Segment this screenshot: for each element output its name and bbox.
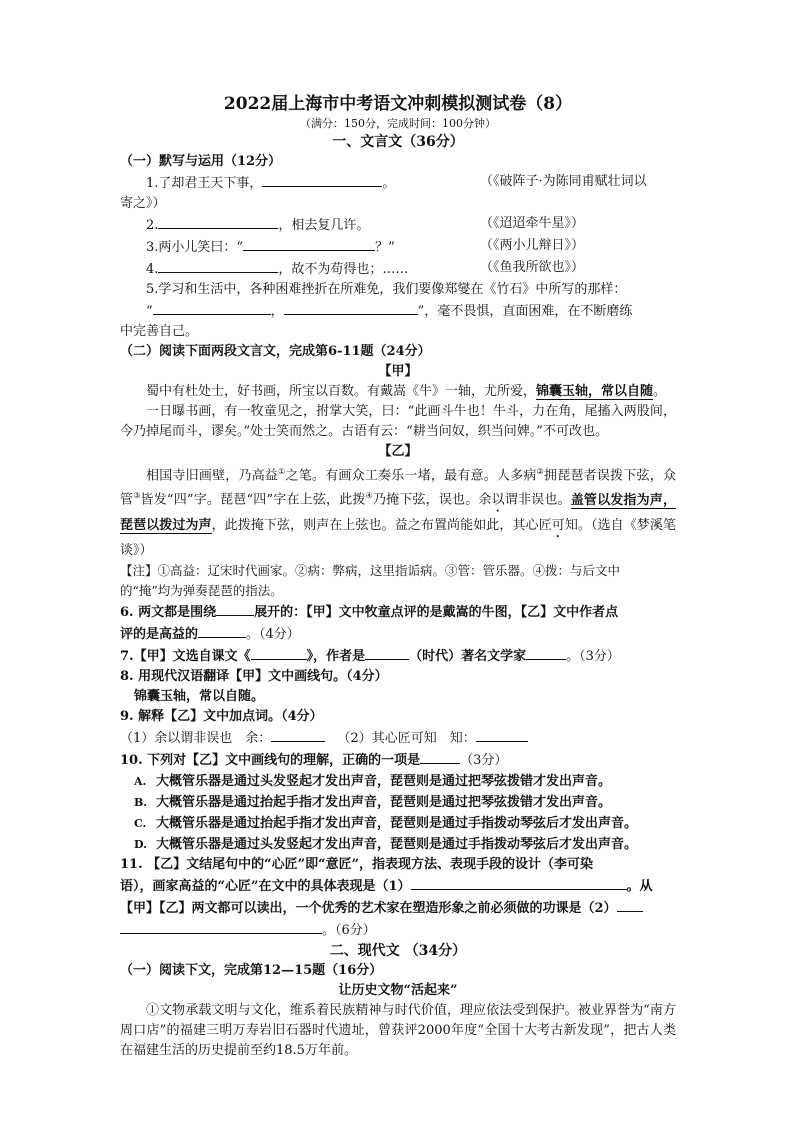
answer-blank[interactable] bbox=[251, 645, 307, 660]
answer-blank[interactable] bbox=[617, 897, 643, 912]
underlined-sentence: 锦囊玉轴，常以自随 bbox=[536, 384, 654, 399]
option-list bbox=[120, 771, 676, 855]
answer-blank[interactable] bbox=[120, 919, 322, 934]
option-a[interactable] bbox=[120, 771, 676, 792]
option-key: A. bbox=[134, 774, 147, 788]
question-7: 7.【甲】文选自课文《 》，作者是 （时代）著名文学家 。（3分） bbox=[120, 645, 676, 667]
answer-blank[interactable] bbox=[198, 623, 246, 638]
answer-blank[interactable] bbox=[271, 727, 325, 742]
option-key: B. bbox=[134, 795, 148, 809]
question-11: 11. 【乙】文结尾句中的“心匠”即“意匠”，指表现方法、表现手段的设计（李可染 bbox=[120, 856, 594, 872]
page-title: 2022届上海市中考语文冲刺模拟测试卷（8） bbox=[223, 94, 573, 114]
question-11-cont2: 【甲】【乙】两文都可以读出，一个优秀的艺术家在塑造形象之前必须做的功课是（2） bbox=[120, 897, 676, 919]
passage-jia-p1: 蜀中有杜处士，好书画，所宝以百数。有戴嵩《牛》一轴，尤所爱，锦囊玉轴，常以自随。 bbox=[146, 384, 667, 399]
question-6: 6. 两文都是围绕 展开的：【甲】文中牧童点评的是戴嵩的牛图，【乙】文中作者点 bbox=[120, 601, 676, 623]
option-key: C. bbox=[134, 816, 147, 830]
question-11-end: 。（6分） bbox=[120, 919, 676, 941]
answer-blank[interactable] bbox=[526, 645, 566, 660]
part-heading-1: （一）默写与运用（12分） bbox=[120, 154, 282, 169]
answer-blank[interactable] bbox=[284, 300, 418, 315]
answer-blank[interactable] bbox=[243, 236, 375, 251]
underlined-sentence: 盖管以发指为声，琵琶以拨过为声 bbox=[120, 492, 676, 533]
option-text: 大概管乐器是通过头发竖起才发出声音，琵琶则是通过手指拨动琴弦后才发出声音。 bbox=[156, 836, 638, 852]
option-text: 大概管乐器是通过抬起手指才发出声音，琵琶则是通过手指拨动琴弦后才发出声音。 bbox=[156, 815, 638, 831]
answer-blank[interactable] bbox=[411, 875, 627, 890]
dotted-word: 可 bbox=[551, 517, 565, 533]
question-2: 2. ，相去复几许。 （《迢迢牵牛星》） bbox=[120, 214, 676, 236]
option-b[interactable] bbox=[120, 792, 676, 813]
annotation-note: 【注】①高益：辽宋时代画家。②病：弊病，这里指诟病。③管：管乐器。④拨：与后文中 bbox=[120, 562, 621, 578]
article-title: 让历史文物“活起来” bbox=[338, 982, 458, 998]
part-heading-2: （二）阅读下面两段文言文，完成第6-11题（24分） bbox=[120, 344, 431, 359]
section-heading-1: 一、文言文（36分） bbox=[332, 134, 464, 150]
answer-blank[interactable] bbox=[476, 727, 528, 742]
option-c[interactable] bbox=[120, 813, 676, 834]
note-marker: ② bbox=[536, 467, 545, 476]
answer-blank[interactable] bbox=[365, 645, 409, 660]
question-9: 9. 解释【乙】文中加点词。（4分） bbox=[120, 708, 323, 724]
source-label-cont: 寄之》） bbox=[120, 196, 166, 211]
source-label: （《两小儿辩日》） bbox=[480, 238, 585, 253]
question-1: 1.了却君王天下事， 。 （《破阵子·为陈同甫赋壮词以 bbox=[120, 172, 676, 194]
part-heading-3: （一）阅读下文，完成第12—15题（16分） bbox=[120, 962, 383, 978]
question-6-cont: 评的是高益的 。（4分） bbox=[120, 623, 676, 645]
option-d[interactable] bbox=[120, 834, 676, 855]
source-label: （《破阵子·为陈同甫赋壮词以 bbox=[480, 174, 647, 189]
answer-blank[interactable] bbox=[153, 300, 271, 315]
passage-jia-label: 【甲】 bbox=[378, 364, 418, 379]
source-label: （《迢迢牵牛星》） bbox=[480, 216, 585, 231]
question-9-items: （1）余以谓非误也 余： （2）其心匠可知 知： bbox=[120, 727, 676, 749]
question-5: 5.学习和生活中，各种困难挫折在所难免，我们要像郑燮在《竹石》中所写的那样： bbox=[146, 282, 627, 297]
page-subtitle: （满分：150分，完成时间：100分钟） bbox=[300, 117, 496, 130]
note-marker: ① bbox=[278, 467, 286, 476]
question-3: 3.两小儿笑曰：“ ？” （《两小儿辩日》） bbox=[120, 236, 676, 258]
question-8-sentence: 锦囊玉轴，常以自随。 bbox=[134, 688, 265, 704]
section-heading-2: 二、现代文 （34分） bbox=[329, 942, 467, 959]
exam-page bbox=[120, 92, 676, 1061]
answer-blank[interactable] bbox=[216, 601, 254, 616]
question-8: 8. 用现代汉语翻译【甲】文中画线句。（4分） bbox=[120, 668, 388, 684]
answer-blank[interactable] bbox=[158, 214, 278, 229]
question-5-blanks: “ ， ”，毫不畏惧，直面困难，在不断磨练 bbox=[120, 300, 676, 322]
passage-jia-p2: 一日曝书画，有一牧童见之，拊掌大笑，曰：“此画斗牛也！牛斗，力在角，尾搐入两股间，今乃掉尾而斗，谬矣。”处士笑而然之。古语有云：“耕当问奴，织当问婢。”不可改也。 bbox=[120, 404, 676, 439]
article-paragraph-1: ①文物承载文明与文化，维系着民族精神与时代价值，理应依法受到保护。被业界誉为“南方周口店”的福建三明万寿岩旧石器时代遗址，曾获评2000年度“全国十大考古新发现”，把古人类在福建生活的历史提前至约18.5万年前。 bbox=[120, 1002, 676, 1058]
answer-blank[interactable] bbox=[420, 749, 460, 764]
option-text: 大概管乐器是通过抬起手指才发出声音，琵琶则是通过把琴弦拨错才发出声音。 bbox=[156, 794, 612, 810]
question-10: 10. 下列对【乙】文中画线句的理解，正确的一项是 （3分） bbox=[120, 749, 676, 771]
dotted-word: 以 bbox=[491, 492, 505, 508]
option-text: 大概管乐器是通过头发竖起才发出声音，琵琶则是通过把琴弦拨错才发出声音。 bbox=[156, 773, 612, 789]
question-11-cont: 语），画家高益的“心匠”在文中的具体表现是（1） 。从 bbox=[120, 875, 676, 897]
source-label: （《鱼我所欲也》） bbox=[480, 260, 585, 275]
option-key: D. bbox=[134, 837, 147, 851]
answer-blank[interactable] bbox=[158, 258, 278, 273]
question-4: 4. ，故不为苟得也；…… （《鱼我所欲也》） bbox=[120, 258, 676, 280]
note-marker: ③ bbox=[133, 491, 141, 501]
answer-blank[interactable] bbox=[262, 172, 382, 187]
note-marker: ④ bbox=[365, 491, 373, 501]
passage-yi-p1: 相国寺旧画壁，乃高益①之笔。有画众工奏乐一堵，最有意。人多病②拥琵琶者误拨下弦，众管③皆发“四”字。琵琶“四”字在上弦，此拨④乃掩下弦，误也。余以谓非误也。盖管以发指为声，琵琶以拨过为声，此拨掩下弦，则声在上弦也。益之布置尚能如此，其心匠可知。（选自《梦溪笔谈》） bbox=[120, 467, 676, 558]
question-5-end: 中完善自己。 bbox=[120, 324, 199, 339]
annotation-note-cont: 的“掩”均为弹奏琵琶的指法。 bbox=[120, 582, 283, 598]
passage-yi-label: 【乙】 bbox=[378, 444, 418, 459]
